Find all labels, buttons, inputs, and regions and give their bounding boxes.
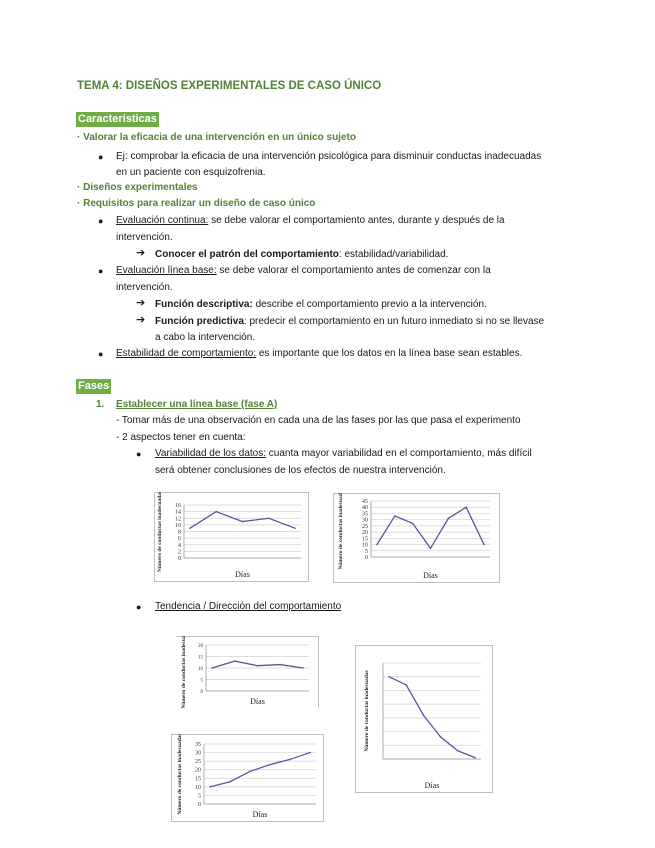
example-line-1: Ej: comprobar la eficacia de una intervención psicológica para disminuir conductas inadecuadas [116, 151, 542, 162]
chart-trend-decreasing [355, 645, 493, 793]
y-tick-label: 10 [195, 784, 201, 791]
chart-svg [171, 734, 324, 822]
chart-svg [355, 645, 493, 793]
y-tick-label: 10 [175, 522, 181, 529]
text: cuanta mayor variabilidad en el comportamiento, más difícil [266, 448, 532, 459]
sub-point [155, 249, 448, 261]
characteristics-item-3: · Requisitos para realizar un diseño de caso único [77, 198, 316, 209]
step-title: Establecer una línea base (fase A) [116, 399, 278, 410]
y-tick-label: 5 [365, 548, 368, 555]
data-point [457, 750, 459, 752]
y-axis-label: Número de conductas inadecuadas [177, 734, 183, 815]
data-point [257, 665, 259, 667]
chart-trend-increasing [171, 734, 324, 822]
y-tick-label: 35 [195, 742, 201, 748]
data-point [388, 676, 390, 678]
step-number: 1. [96, 399, 105, 410]
data-point [465, 506, 467, 508]
y-axis-label: Número de conductas inadecuadas [338, 493, 344, 570]
y-tick-label: 45 [362, 499, 368, 505]
data-point [423, 714, 425, 716]
y-tick-label: 6 [178, 536, 181, 543]
data-point [440, 736, 442, 738]
chart-trend-stable [176, 636, 319, 709]
y-tick-label: 15 [195, 776, 201, 783]
data-point [215, 511, 217, 513]
section-heading-phases: Fases [76, 379, 111, 394]
y-tick-label: 15 [198, 655, 203, 661]
term: Función predictiva [155, 316, 244, 327]
y-tick-label: 20 [195, 767, 201, 774]
bullet-icon: ● [98, 152, 104, 162]
requirement-stability [116, 348, 522, 360]
bullet-icon: ● [98, 266, 104, 276]
text: se debe valorar el comportamiento antes de comenzar con la [216, 265, 491, 276]
y-tick-label: 20 [362, 530, 368, 537]
text: es importante que los datos en la línea base sean estables. [256, 348, 523, 359]
term: Evaluación continua: [116, 215, 209, 226]
y-tick-label: 5 [200, 678, 203, 684]
bullet-icon: ● [98, 349, 104, 359]
requirement-baseline-evaluation [116, 265, 491, 277]
page-title: TEMA 4: DISEÑOS EXPERIMENTALES DE CASO ÚNICO [77, 80, 382, 92]
characteristics-item-1: · Valorar la eficacia de una intervención en un único sujeto [77, 132, 356, 143]
y-tick-label: 0 [365, 555, 368, 561]
term: Variabilidad de los datos: [155, 448, 266, 459]
chart-variability-low [154, 492, 309, 582]
data-point [412, 523, 414, 525]
step-line-1: - Tomar más de una observación en cada una de las fases por las que pasa el experimento [116, 415, 521, 426]
requirement-continuous-evaluation [116, 215, 505, 227]
chart-frame [356, 646, 493, 793]
data-point [448, 518, 450, 520]
y-tick-label: 12 [175, 516, 181, 523]
bullet-icon: ● [136, 602, 142, 612]
aspect-line: será obtener conclusiones de los efectos de nuestra intervención. [155, 465, 446, 476]
arrow-icon: ➔ [136, 247, 146, 259]
data-point [483, 544, 485, 546]
text: describe el comportamiento previo a la intervención. [252, 299, 487, 310]
chart-svg [176, 636, 319, 709]
x-axis-label: Días [235, 570, 250, 579]
data-point [405, 684, 407, 686]
y-tick-label: 35 [362, 511, 368, 518]
y-tick-label: 0 [178, 556, 181, 562]
term: Conocer el patrón del comportamiento [155, 249, 339, 260]
y-tick-label: 20 [198, 644, 203, 649]
text: : predecir el comportamiento en un futuro inmediato si no se llevase [243, 316, 545, 327]
y-tick-label: 2 [178, 549, 181, 556]
section-heading-characteristics: Características [76, 112, 159, 127]
y-tick-label: 40 [362, 505, 368, 512]
data-point [394, 515, 396, 517]
y-tick-label: 10 [362, 542, 368, 549]
step-line-2: - 2 aspectos tener en cuenta: [116, 432, 246, 443]
chart-svg [333, 493, 500, 583]
y-axis-label: Número de conductas inadecuadas [181, 636, 187, 709]
data-point [302, 667, 304, 669]
y-tick-label: 16 [175, 503, 181, 509]
requirement-line: intervención. [116, 232, 173, 243]
y-axis-label: Número de conductas inadecuadas [157, 492, 163, 573]
y-tick-label: 25 [195, 759, 201, 766]
data-point [189, 527, 191, 529]
term: Evaluación línea base: [116, 265, 217, 276]
arrow-icon: ➔ [136, 297, 146, 309]
series-line [190, 512, 295, 529]
data-point [234, 660, 236, 662]
y-tick-label: 8 [178, 529, 181, 536]
series-line [212, 661, 303, 668]
text: se debe valorar el comportamiento antes, durante y después de la [208, 215, 505, 226]
bullet-icon: ● [136, 449, 142, 459]
term: Estabilidad de comportamiento: [116, 348, 257, 359]
sub-point [155, 299, 487, 311]
data-point [294, 527, 296, 529]
data-point [279, 664, 281, 666]
arrow-icon: ➔ [136, 314, 146, 326]
data-point [430, 547, 432, 549]
y-tick-label: 30 [362, 517, 368, 524]
data-point [209, 786, 211, 788]
chart-svg [154, 492, 309, 582]
y-tick-label: 25 [362, 523, 368, 530]
requirement-line: intervención. [116, 282, 173, 293]
data-point [269, 764, 271, 766]
data-point [474, 757, 476, 759]
x-axis-label: Días [423, 571, 438, 580]
x-axis-label: Días [252, 810, 268, 819]
bullet-icon: ● [98, 216, 104, 226]
y-tick-label: 10 [198, 667, 203, 672]
data-point [249, 771, 251, 773]
y-tick-label: 15 [362, 536, 368, 543]
aspect-trend: Tendencia / Dirección del comportamiento [155, 601, 342, 612]
data-point [211, 667, 213, 669]
y-tick-label: 0 [198, 802, 201, 808]
data-point [268, 517, 270, 519]
chart-variability-high [333, 493, 500, 583]
x-axis-label: Días [250, 697, 265, 706]
y-tick-label: 4 [178, 542, 181, 549]
characteristics-item-2: · Diseños experimentales [77, 182, 198, 193]
data-point [309, 752, 311, 754]
term: Función descriptiva: [155, 299, 253, 310]
y-tick-label: 30 [195, 750, 201, 757]
sub-point-line: a cabo la intervención. [155, 332, 256, 343]
data-point [376, 544, 378, 546]
aspect-variability [155, 448, 532, 460]
y-tick-label: 0 [200, 690, 203, 695]
text: : estabilidad/variabilidad. [338, 249, 449, 260]
example-line-2: en un paciente con esquizofrenia. [116, 167, 266, 178]
data-point [242, 521, 244, 523]
y-tick-label: 5 [198, 793, 201, 800]
x-axis-label: Días [424, 781, 440, 790]
data-point [289, 759, 291, 761]
sub-point [155, 316, 544, 328]
y-tick-label: 14 [175, 509, 181, 516]
data-point [229, 781, 231, 783]
y-axis-label: Número de conductas inadecuadas [364, 670, 370, 752]
